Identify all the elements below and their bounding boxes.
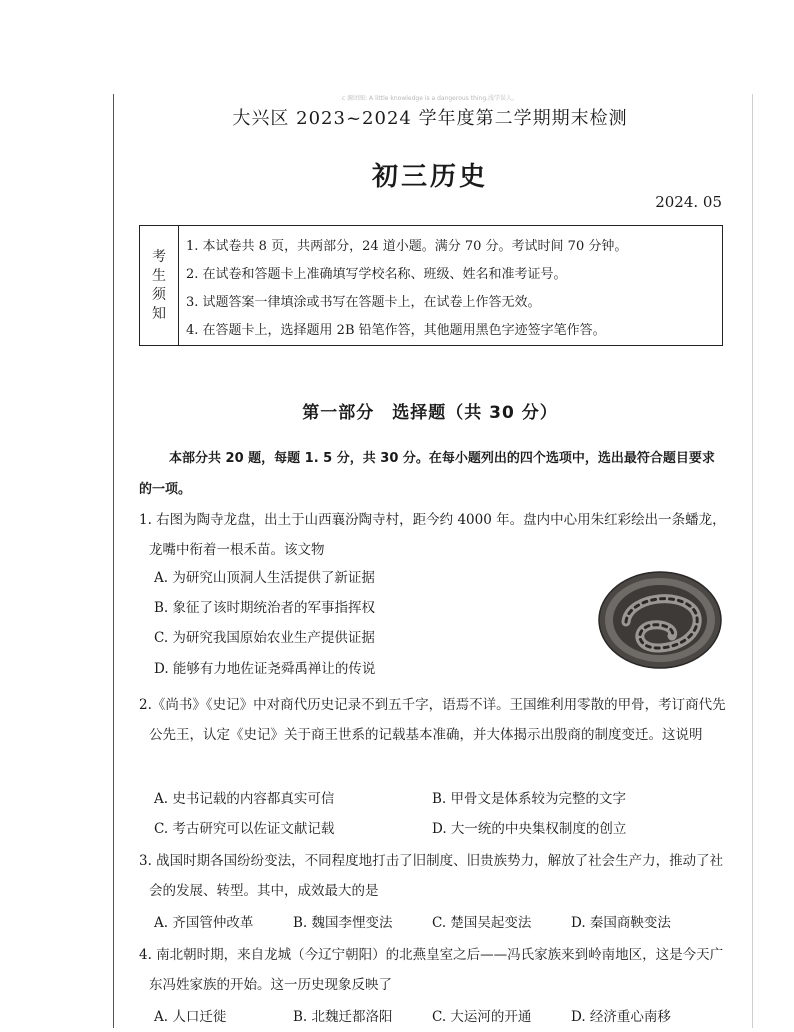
- candidate-notice-box: [139, 225, 723, 346]
- binding-line: [113, 94, 114, 1028]
- question-3-option-a: A. 齐国管仲改革: [154, 915, 254, 931]
- question-2-option-a: A. 史书记载的内容都真实可信: [154, 791, 335, 807]
- notice-item: 1. 本试卷共 8 页，共两部分，24 道小题。满分 70 分。考试时间 70 分钟。: [186, 239, 628, 254]
- question-3-option-d: D. 秦国商鞅变法: [571, 915, 671, 931]
- question-1-option-d: D. 能够有力地佐证尧舜禹禅让的传说: [154, 661, 376, 677]
- question-4-option-b: B. 北魏迁都洛阳: [293, 1009, 393, 1025]
- question-1-option-a: A. 为研究山顶洞人生活提供了新证据: [154, 570, 375, 586]
- question-3-stem: 3. 战国时期各国纷纷变法，不同程度地打击了旧制度、旧贵族势力，解放了社会生产力，推动了社会的发展、转型。其中，成效最大的是: [139, 853, 724, 899]
- question-4-stem: 4. 南北朝时期，来自龙城（今辽宁朝阳）的北燕皇室之后——冯氏家族来到岭南地区，这是今天广东冯姓家族的开始。这一历史现象反映了: [139, 947, 724, 993]
- notice-label-char: 知: [152, 305, 166, 322]
- notice-label-char: 生: [152, 267, 166, 284]
- question-1-stem: 1. 右图为陶寺龙盘，出土于山西襄汾陶寺村，距今约 4000 年。盘内中心用朱红彩绘出一条蟠龙，龙嘴中衔着一根禾苗。该文物: [139, 512, 726, 558]
- question-4-option-c: C. 大运河的开通: [432, 1009, 532, 1025]
- question-3-option-b: B. 魏国李悝变法: [293, 915, 393, 931]
- notice-item: 3. 试题答案一律填涂或书写在答题卡上，在试卷上作答无效。: [186, 295, 541, 310]
- notice-item: 4. 在答题卡上，选择题用 2B 铅笔作答，其他题用黑色字迹签字笔作答。: [186, 323, 606, 338]
- notice-label: [140, 226, 179, 345]
- question-2-stem: 2.《尚书》《史记》中对商代历史记录不到五千字，语焉不详。王国维利用零散的甲骨，考订商代先公先王，认定《史记》关于商王世系的记载基本准确，并大体揭示出殷商的制度变迁。这说明: [139, 697, 726, 743]
- question-3-option-c: C. 楚国吴起变法: [432, 915, 532, 931]
- question-2-option-b: B. 甲骨文是体系较为完整的文字: [432, 791, 627, 807]
- section-title: 第一部分 选择题（共 30 分）: [302, 403, 558, 423]
- exam-date: 2024. 05: [655, 193, 722, 211]
- question-1-option-b: B. 象征了该时期统治者的军事指挥权: [154, 600, 376, 616]
- taosi-dragon-plate-image: [598, 570, 723, 670]
- section-intro: 本部分共 20 题，每题 1. 5 分，共 30 分。在每小题列出的四个选项中，选出最符合题目要求的一项。: [139, 451, 715, 497]
- exam-title: 大兴区 2023~2024 学年度第二学期期末检测: [232, 108, 628, 129]
- notice-label-char: 须: [152, 286, 166, 303]
- notice-items: [179, 226, 722, 345]
- question-4-option-d: D. 经济重心南移: [571, 1009, 671, 1025]
- question-2-option-c: C. 考古研究可以佐证文献记载: [154, 821, 335, 837]
- question-1-option-c: C. 为研究我国原始农业生产提供证据: [154, 630, 375, 646]
- question-4-option-a: A. 人口迁徙: [154, 1009, 227, 1025]
- watermark-text: c 源团图: A little knowledge is a dangerous thing.浅学误人。: [341, 95, 519, 102]
- notice-item: 2. 在试卷和答题卡上准确填写学校名称、班级、姓名和准考证号。: [186, 267, 567, 282]
- question-2-option-d: D. 大一统的中央集权制度的创立: [432, 821, 627, 837]
- subject-title: 初三历史: [371, 162, 488, 192]
- notice-label-char: 考: [152, 248, 166, 265]
- page-edge-line: [752, 94, 753, 1028]
